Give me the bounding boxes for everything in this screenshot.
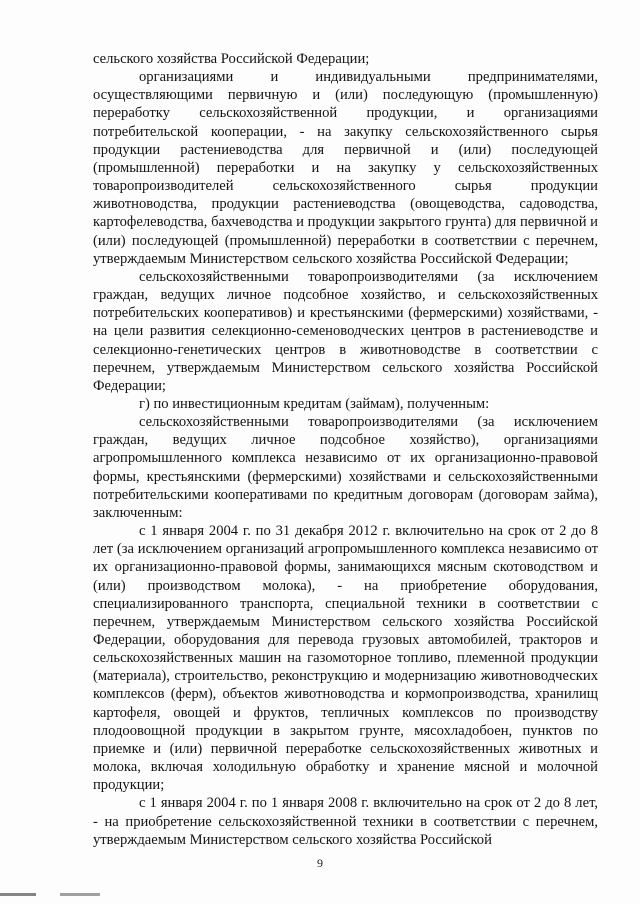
paragraph-2004-2008-loans: с 1 января 2004 г. по 1 января 2008 г. включительно на срок от 2 до 8 лет, - на приобретение сельскохозяйственной техники в соответствии с перечнем, утверждаемым Министерством сельского хозяйства Российской bbox=[93, 795, 598, 848]
paragraph-processing-organizations: организациями и индивидуальными предпринимателями, осуществляющими первичную и (или) последующую (промышленную) переработку сельскохозяйственной продукции, и организациями потребительской кооперации, - на закупку сельскохозяйственного сырья продукции растениеводства для первичной и (или) последующей (промышленной) переработки и на закупку у сельскохозяйственных товаропроизводителей сельскохозяйственного сырья продукции животноводства, продукции растениеводства (овощеводства, садоводства, картофелеводства, бахчеводства и продукции закрытого грунта) для первичной и (или) последующей (промышленной) переработки в соответствии с перечнем, утверждаемым Министерством сельского хозяйства Российской Федерации; bbox=[93, 69, 598, 267]
page-number: 9 bbox=[317, 856, 323, 870]
paragraph-continuation: сельского хозяйства Российской Федерации; bbox=[93, 51, 370, 67]
paragraph-agricultural-producers: сельскохозяйственными товаропроизводителями (за исключением граждан, ведущих личное подсобное хозяйство), организациями агропромышленного комплекса независимо от их организационно-правовой формы, крестьянскими (фермерскими) хозяйствами и сельскохозяйственными потребительскими кооперативами по кредитным договорам (договорам займа), заключенным: bbox=[93, 414, 598, 521]
paragraph-2004-2012-loans: с 1 января 2004 г. по 31 декабря 2012 г. включительно на срок от 2 до 8 лет (за исключением организаций агропромышленного комплекса независимо от их организационно-правовой формы, занимающихся мясным скотоводством и (или) производством молока), - на приобретение оборудования, специализированного транспорта, специальной техники в соответствии с перечнем, утверждаемым Министерством сельского хозяйства Российской Федерации, оборудования для перевода грузовых автомобилей, тракторов и сельскохозяйственных машин на газомоторное топливо, племенной продукции (материала), строительство, реконструкцию и модернизацию животноводческих комплексов (ферм), объектов животноводства и кормопроизводства, хранилищ картофеля, овощей и фруктов, тепличных комплексов по производству плодоовощной продукции в закрытом грунте, мясохладобоен, пунктов по приемке и (или) первичной переработке сельскохозяйственных животных и молока, включая холодильную обработку и хранение мясной и молочной продукции; bbox=[93, 523, 598, 794]
paragraph-investment-credits-heading: г) по инвестиционным кредитам (займам), полученным: bbox=[139, 395, 490, 412]
paragraph-breeding-centers: сельскохозяйственными товаропроизводителями (за исключением граждан, ведущих личное подсобное хозяйство, и сельскохозяйственных потребительских кооперативов) и крестьянскими (фермерскими) хозяйствами, - на цели развития селекционно-семеноводческих центров в растениеводстве и селекционно-генетических центров в животноводстве в соответствии с перечнем, утверждаемым Министерством сельского хозяйства Российской Федерации; bbox=[93, 268, 598, 394]
document-body bbox=[93, 50, 598, 849]
scan-edge-line bbox=[0, 893, 640, 896]
